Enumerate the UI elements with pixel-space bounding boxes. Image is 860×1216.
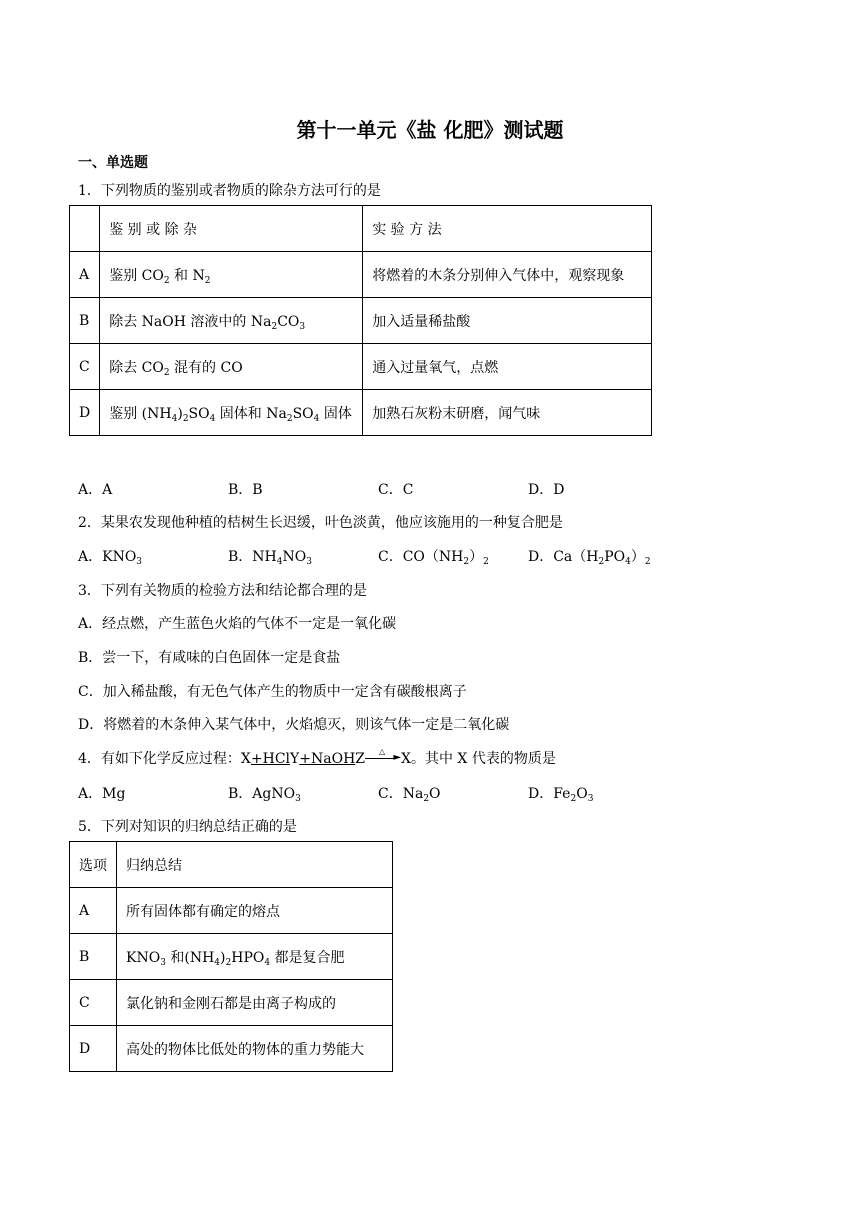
heat-arrow-icon: △ ► <box>365 754 401 764</box>
row-text: 氯化钠和金刚石都是由离子构成的 <box>117 980 393 1026</box>
table-row <box>70 934 393 980</box>
row-label: D <box>70 390 100 436</box>
intermediate-y: Y <box>290 751 300 767</box>
q3-stem: 3．下列有关物质的检验方法和结论都合理的是 <box>78 583 367 599</box>
q3-option-c[interactable]: C．加入稀盐酸，有无色气体产生的物质中一定含有碳酸根离子 <box>78 684 467 700</box>
table-row <box>70 252 652 298</box>
q2-option-b[interactable]: B．$NH_4NO_3$ <box>228 549 312 567</box>
q2-stem: 2．某果农发现他种植的桔树生长迟缓，叶色淡黄，他应该施用的一种复合肥是 <box>78 515 563 531</box>
heat-symbol: △ <box>379 747 386 756</box>
row-item: 鉴别 $(NH_4)_2SO_4$ 固体和 $Na_2SO_4$ 固体 <box>100 390 363 436</box>
section-heading: 一、单选题 <box>78 155 148 171</box>
row-method: 通入过量氧气，点燃 <box>363 344 652 390</box>
q4-stem-suffix: X。其中 X 代表的物质是 <box>401 751 556 767</box>
row-label: D <box>70 1026 117 1072</box>
row-method: 将燃着的木条分别伸入气体中，观察现象 <box>363 252 652 298</box>
row-label: C <box>70 344 100 390</box>
row-item: 除去 NaOH 溶液中的 $Na_2CO_3$ <box>100 298 363 344</box>
q1-stem: 1．下列物质的鉴别或者物质的除杂方法可行的是 <box>78 183 381 199</box>
table-row <box>70 390 652 436</box>
table-row <box>70 888 393 934</box>
q2-option-d[interactable]: D．$Ca(H_2PO_4)_2$ <box>528 549 651 567</box>
table-header-cell: 归纳总结 <box>117 842 393 888</box>
q1-option-d[interactable]: D．D <box>528 482 565 498</box>
q3-option-b[interactable]: B．尝一下，有咸味的白色固体一定是食盐 <box>78 650 341 666</box>
table-header-cell <box>70 206 100 252</box>
q1-option-a[interactable]: A．A <box>78 482 113 498</box>
page-title: 第十一单元《盐 化肥》测试题 <box>296 118 564 142</box>
q4-option-a[interactable]: A．Mg <box>78 786 126 802</box>
q3-option-a[interactable]: A．经点燃，产生蓝色火焰的气体不一定是一氧化碳 <box>78 616 397 632</box>
q2-option-a[interactable]: A．$KNO_3$ <box>78 549 143 567</box>
row-method: 加熟石灰粉末研磨，闻气味 <box>363 390 652 436</box>
row-label: C <box>70 980 117 1026</box>
table-header-cell: 鉴 别 或 除 杂 <box>100 206 363 252</box>
row-method: 加入适量稀盐酸 <box>363 298 652 344</box>
q1-option-c[interactable]: C．C <box>378 482 414 498</box>
reagent-hcl: +HCl <box>250 751 291 767</box>
intermediate-z: Z <box>355 751 366 767</box>
q5-table <box>69 841 393 1072</box>
table-header-cell: 选项 <box>70 842 117 888</box>
q4-option-d[interactable]: D．$Fe_2O_3$ <box>528 786 594 804</box>
row-label: A <box>70 888 117 934</box>
table-row <box>70 1026 393 1072</box>
q4-option-b[interactable]: B．AgNO$_3$ <box>228 786 301 804</box>
row-item: 鉴别 $CO_2$ 和 $N_2$ <box>100 252 363 298</box>
row-text: $KNO_3$ 和$(NH_4)_2HPO_4$ 都是复合肥 <box>117 934 393 980</box>
table-row <box>70 298 652 344</box>
table-header-row <box>70 206 652 252</box>
q1-option-b[interactable]: B．B <box>228 482 263 498</box>
table-header-row <box>70 842 393 888</box>
row-item: 除去 $CO_2$ 混有的 CO <box>100 344 363 390</box>
q5-stem: 5．下列对知识的归纳总结正确的是 <box>78 819 297 835</box>
q4-option-c[interactable]: C．$Na_2O$ <box>378 786 441 804</box>
row-label: B <box>70 934 117 980</box>
row-label: A <box>70 252 100 298</box>
q4-stem <box>78 748 556 768</box>
row-text: 所有固体都有确定的熔点 <box>117 888 393 934</box>
table-row <box>70 980 393 1026</box>
q4-stem-prefix: 4．有如下化学反应过程：X <box>78 751 251 767</box>
q3-option-d[interactable]: D．将燃着的木条伸入某气体中，火焰熄灭，则该气体一定是二氧化碳 <box>78 717 510 733</box>
row-text: 高处的物体比低处的物体的重力势能大 <box>117 1026 393 1072</box>
q2-option-c[interactable]: C．$CO(NH_2)_2$ <box>378 549 489 567</box>
table-header-cell: 实 验 方 法 <box>363 206 652 252</box>
q1-table <box>69 205 652 436</box>
row-label: B <box>70 298 100 344</box>
table-row <box>70 344 652 390</box>
reagent-naoh: +NaOH <box>299 751 356 767</box>
